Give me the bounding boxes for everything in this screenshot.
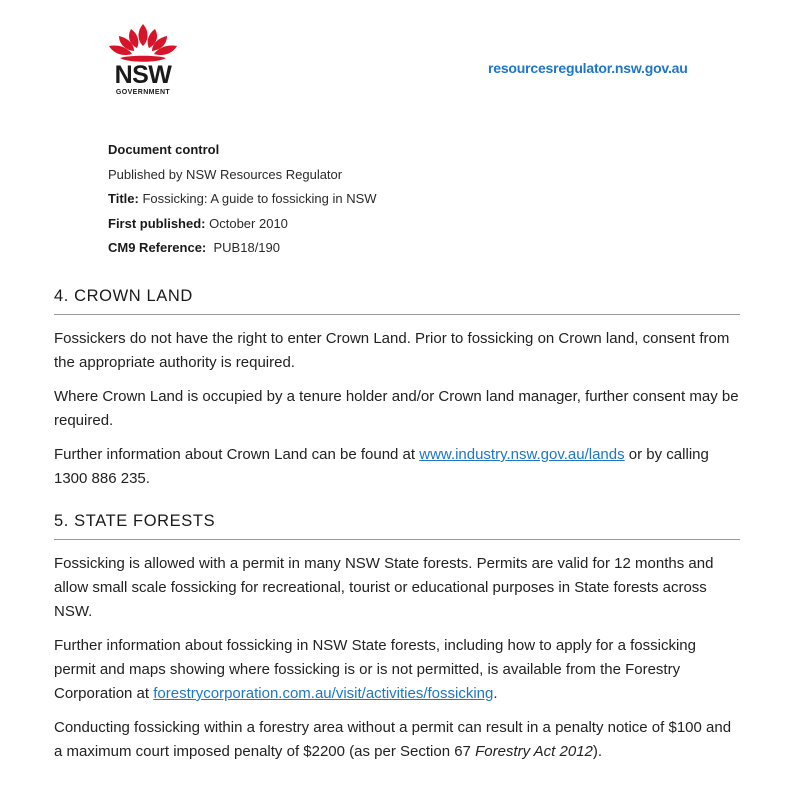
- cm9-reference-row: [108, 236, 377, 261]
- crown-land-link[interactable]: www.industry.nsw.gov.au/lands: [419, 446, 625, 463]
- title-value: Fossicking: A guide to fossicking in NSW: [142, 191, 377, 206]
- paragraph: Where Crown Land is occupied by a tenure holder and/or Crown land manager, further consent may be required.: [54, 388, 739, 429]
- section-state-forests: [54, 512, 740, 764]
- paragraph: [54, 443, 740, 491]
- document-control-heading: Document control: [108, 142, 220, 157]
- published-by: Published by NSW Resources Regulator: [108, 166, 343, 182]
- section-crown-land: [54, 287, 740, 491]
- paragraph: Fossickers do not have the right to enter Crown Land. Prior to fossicking on Crown land, consent from the appropriate authority is required.: [54, 330, 730, 371]
- title-label: Title:: [108, 191, 139, 206]
- site-url-link[interactable]: resourcesregulator.nsw.gov.au: [488, 60, 688, 76]
- waratah-flower-icon: [106, 22, 180, 64]
- penalty-text: Conducting fossicking within a forestry area without a permit can result in a penalty notice of $100 and a maximum court imposed penalty of $2200 (as per Section 67: [54, 719, 732, 760]
- info-text-after: .: [493, 685, 498, 702]
- cm9-value: PUB18/190: [213, 240, 280, 255]
- info-text-before: Further information about fossicking in NSW State forests, including how to apply for a fossicking permit and maps showing where fossicking is or is not permitted, is available from the Forestry Corporation at: [54, 637, 696, 702]
- document-control: [108, 138, 377, 261]
- first-published-label: First published:: [108, 215, 206, 231]
- logo-subtitle: GOVERNMENT: [115, 89, 171, 96]
- nsw-government-logo: [106, 22, 180, 102]
- cm9-label: CM9 Reference:: [108, 240, 207, 255]
- paragraph: [54, 634, 740, 706]
- paragraph: Fossicking is allowed with a permit in many NSW State forests. Permits are valid for 12 months and allow small scale fossicking for recreational, tourist or educational purposes in State forests across NSW.: [54, 555, 714, 620]
- penalty-act: Forestry Act 2012: [475, 743, 593, 760]
- info-text-before: Further information about Crown Land can be found at: [54, 446, 420, 463]
- paragraph: [54, 716, 740, 764]
- section-heading: 5. STATE FORESTS: [54, 512, 740, 540]
- first-published-row: [108, 212, 377, 237]
- forestry-corporation-link[interactable]: forestrycorporation.com.au/visit/activities/fossicking: [153, 685, 494, 702]
- logo-wordmark: NSW: [114, 61, 172, 89]
- penalty-end: ).: [592, 743, 603, 760]
- section-heading: 4. CROWN LAND: [54, 287, 740, 315]
- info-text-after: or by calling 1300 886 235.: [54, 446, 709, 487]
- title-row: [108, 187, 377, 212]
- first-published-value: October 2010: [209, 215, 288, 231]
